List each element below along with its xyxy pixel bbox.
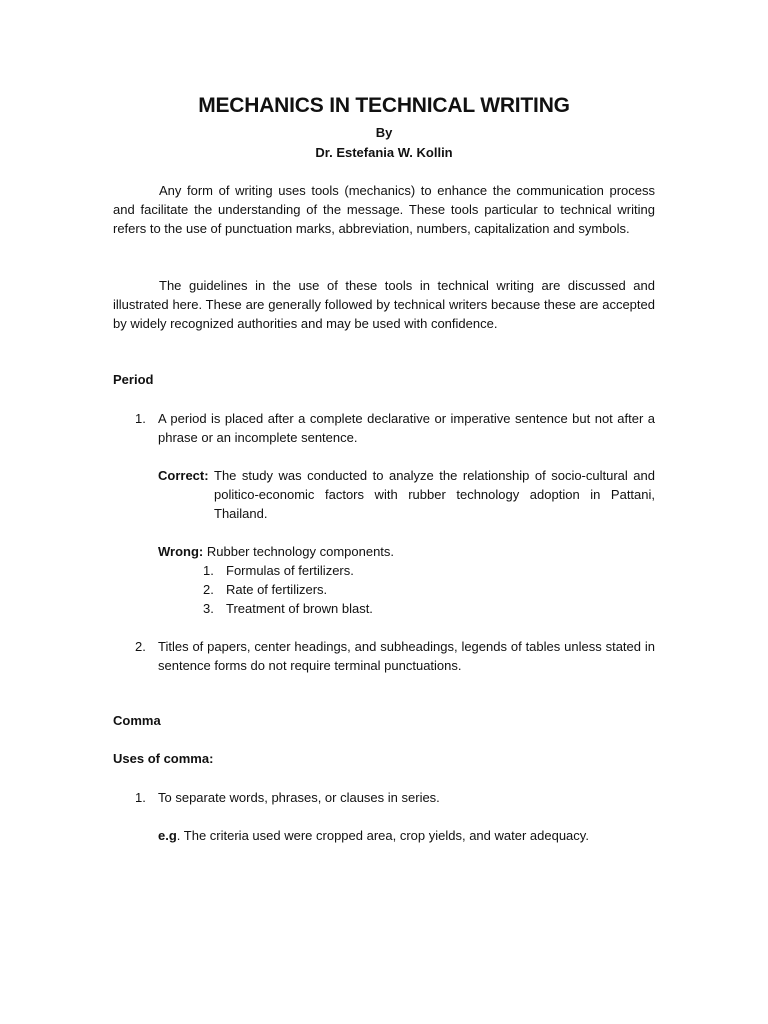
wrong-list-item-2-number: 2. (203, 582, 214, 597)
comma-item-1-number: 1. (135, 790, 146, 805)
comma-example (158, 826, 655, 845)
byline-by: By (375, 125, 393, 140)
wrong-list-item-3-text: Treatment of brown blast. (226, 601, 373, 616)
intro-paragraph-1: Any form of writing uses tools (mechanics) to enhance the communication process and facilitate the understanding of the message. These tools particular to technical writing refers to the use of punctuation marks, abbreviation, numbers, capitalization and symbols. (113, 183, 655, 237)
section-heading-period: Period (113, 372, 154, 387)
period-item-2-text: Titles of papers, center headings, and subheadings, legends of tables unless stated in sentence forms do not require terminal punctuations. (158, 639, 655, 674)
correct-label: Correct: (158, 468, 209, 483)
comma-subheading: Uses of comma: (113, 751, 214, 766)
section-heading-comma: Comma (113, 713, 161, 728)
wrong-list-item-1-text: Formulas of fertilizers. (226, 563, 354, 578)
intro-paragraph-2: The guidelines in the use of these tools in technical writing are discussed and illustrated here. These are generally followed by technical writers because these are accepted by widely recognized authorities and may be used with confidence. (113, 278, 655, 332)
wrong-list-item-1-number: 1. (203, 563, 214, 578)
wrong-label: Wrong: (158, 544, 204, 559)
wrong-list-item-3-number: 3. (203, 601, 214, 616)
comma-item-1-text: To separate words, phrases, or clauses in series. (158, 790, 440, 805)
eg-label: e.g (158, 828, 177, 843)
correct-text: The study was conducted to analyze the relationship of socio-cultural and politico-economic factors with rubber technology adoption in Pattani, Thailand. (214, 468, 655, 522)
period-item-1-number: 1. (135, 411, 146, 426)
period-item-1-text: A period is placed after a complete declarative or imperative sentence but not after a phrase or an incomplete sentence. (158, 411, 655, 446)
wrong-text: Rubber technology components. (203, 544, 395, 559)
eg-text: . The criteria used were cropped area, crop yields, and water adequacy. (176, 828, 589, 843)
author-name: Dr. Estefania W. Kollin (315, 145, 453, 160)
period-item-2-number: 2. (135, 639, 146, 654)
wrong-list-item-2-text: Rate of fertilizers. (226, 582, 328, 597)
document-title: MECHANICS IN TECHNICAL WRITING (198, 94, 570, 117)
wrong-example (158, 542, 655, 561)
